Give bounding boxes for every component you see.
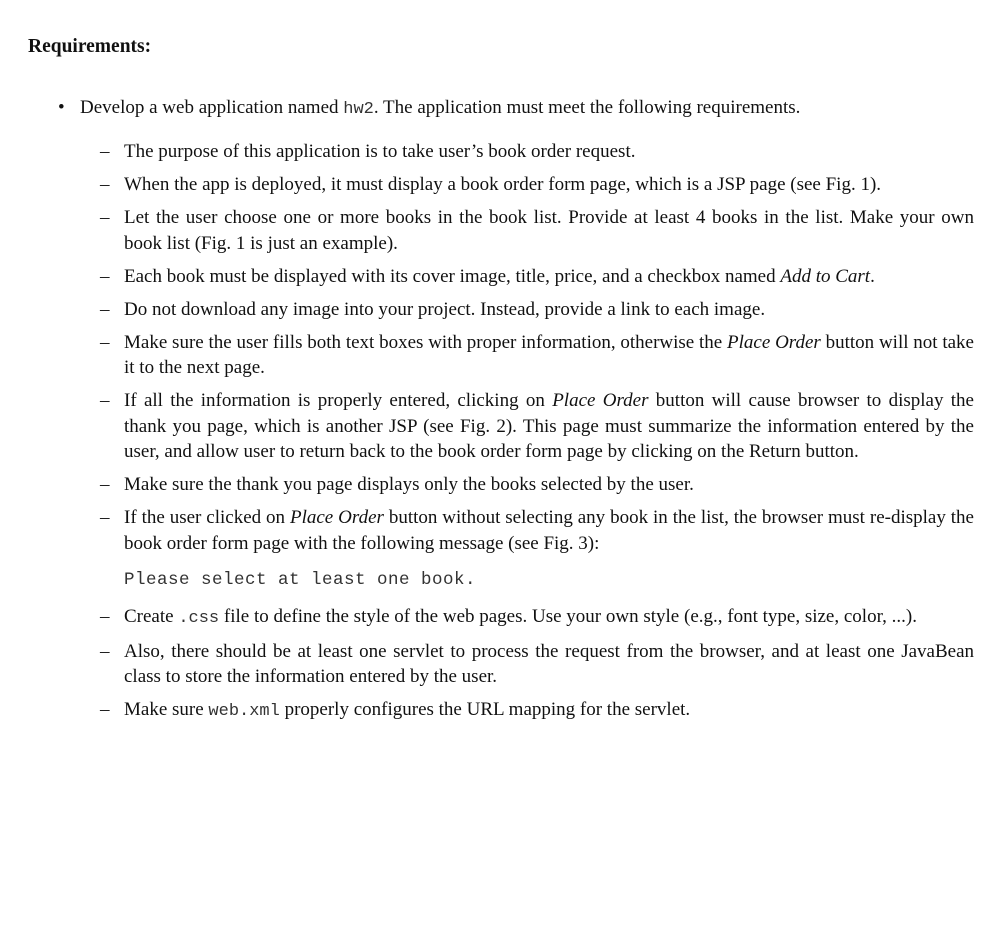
list-item-fills: – Make sure the user fills both text boxes with proper information, otherwise the Place Order button will not take it to the next page. bbox=[100, 331, 974, 378]
dash-icon: – bbox=[100, 474, 110, 495]
dash-icon: – bbox=[100, 265, 110, 287]
dash-icon: – bbox=[100, 699, 110, 720]
list-item-servlet: – Also, there should be at least one servlet to process the request from the browser, and at least one JavaBean class to store the information entered by the user. bbox=[100, 640, 974, 687]
error-message-code: Please select at least one book. bbox=[124, 570, 477, 590]
webxml-code: web.xml bbox=[208, 702, 280, 721]
dash-icon: – bbox=[100, 640, 110, 662]
dash-icon: – bbox=[100, 141, 110, 162]
place-order-label: Place Order bbox=[727, 331, 821, 353]
place-order-label: Place Order bbox=[289, 507, 384, 528]
list-item-css: – Create .css file to define the style of the web pages. Use your own style (e.g., font type, size, color, ...). bbox=[100, 605, 917, 628]
list-item-choose: – Let the user choose one or more books in the book list. Provide at least 4 books in the list. Make your own book list (Fig. 1 is just an example). bbox=[100, 207, 974, 254]
dash-icon: – bbox=[100, 298, 110, 320]
list-item-display: – Each book must be displayed with its cover image, title, price, and a checkbox named Add to Cart. bbox=[100, 264, 974, 290]
message-code-block bbox=[100, 566, 974, 594]
requirements-list bbox=[100, 139, 974, 732]
add-to-cart-label: Add to Cart bbox=[780, 265, 871, 287]
dash-icon: – bbox=[100, 174, 110, 195]
css-code: .css bbox=[178, 608, 220, 628]
list-item-thank-you: – Make sure the thank you page displays only the books selected by the user. bbox=[100, 472, 974, 498]
bullet-icon: • bbox=[58, 97, 65, 118]
place-order-label: Place Order bbox=[552, 390, 649, 411]
dash-icon: – bbox=[100, 605, 110, 627]
list-item-purpose: – The purpose of this application is to take user’s book order request. bbox=[100, 139, 974, 165]
main-bullet-text: Develop a web application named hw2. The application must meet the following requirements. bbox=[80, 97, 801, 119]
list-item-no-download: – Do not download any image into your project. Instead, provide a link to each image. bbox=[100, 297, 974, 323]
list-item-deploy: – When the app is deployed, it must display a book order form page, which is a JSP page (see Fig. 1). bbox=[100, 172, 974, 198]
dash-icon: – bbox=[100, 390, 110, 411]
dash-icon: – bbox=[100, 331, 110, 353]
list-item-proper: – If all the information is properly entered, clicking on Place Order button will cause browser to display the thank you page, which is another JSP (see Fig. 2). This page must summarize the information entered by the user, and allow user to return back to the book order form page by clicking on the Return button. bbox=[100, 390, 974, 462]
dash-icon: – bbox=[100, 207, 110, 228]
dash-icon: – bbox=[100, 507, 110, 528]
app-name-code: hw2 bbox=[343, 100, 374, 119]
list-item-webxml: – Make sure web.xml properly configures the URL mapping for the servlet. bbox=[100, 699, 691, 721]
section-heading: Requirements: bbox=[28, 36, 152, 57]
list-item-no-select: – If the user clicked on Place Order button without selecting any book in the list, the browser must re-display the book order form page with the following message (see Fig. 3): bbox=[100, 507, 974, 554]
